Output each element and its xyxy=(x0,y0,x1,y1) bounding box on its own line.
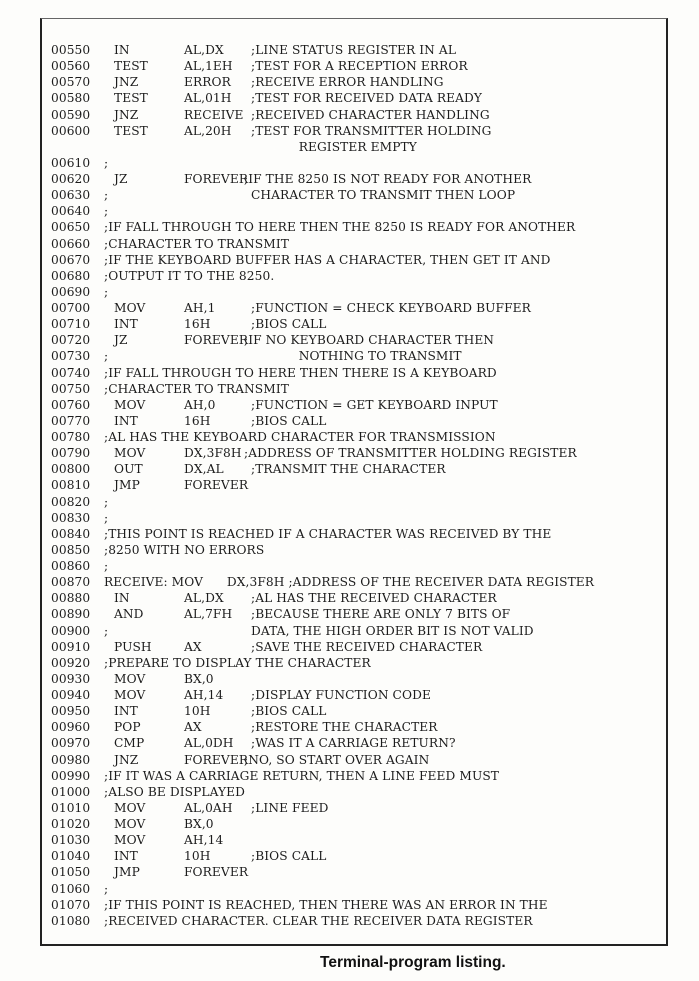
opcode: INT xyxy=(114,849,138,864)
code-line xyxy=(51,300,641,316)
line-number: 00610 xyxy=(51,155,91,170)
line-number: 00920 xyxy=(51,655,91,670)
comment: ;FUNCTION = CHECK KEYBOARD BUFFER xyxy=(251,301,531,315)
line-number: 00870 xyxy=(51,575,91,590)
opcode: MOV xyxy=(114,800,146,815)
line-number: 00740 xyxy=(51,365,91,380)
comment: ;TEST FOR TRANSMITTER HOLDING xyxy=(251,123,492,138)
comment: ;LINE STATUS REGISTER IN AL xyxy=(251,43,457,57)
line-text: ;THIS POINT IS REACHED IF A CHARACTER WAS RECEIVED BY THE xyxy=(104,526,552,541)
operand: DX,3F8H xyxy=(184,446,242,461)
operand: AL,01H xyxy=(184,91,232,106)
line-text: ; xyxy=(104,284,109,299)
code-line xyxy=(51,719,641,735)
line-number: 01060 xyxy=(51,881,91,896)
operand: BX,0 xyxy=(184,817,214,831)
comment: ;BECAUSE THERE ARE ONLY 7 BITS OF xyxy=(251,607,511,622)
line-text: ; xyxy=(104,155,109,170)
line-text: ;ALSO BE DISPLAYED xyxy=(104,784,245,799)
code-line xyxy=(51,510,641,526)
line-text: ;CHARACTER TO TRANSMIT xyxy=(104,236,289,251)
line-number: 00680 xyxy=(51,268,91,283)
line-number: 00710 xyxy=(51,317,91,332)
operand: AH,0 xyxy=(184,397,216,412)
opcode: IN xyxy=(114,43,130,57)
opcode: TEST xyxy=(114,59,148,74)
line-text: ;IF THIS POINT IS REACHED, THEN THERE WAS AN ERROR IN THE xyxy=(104,897,548,912)
comment: ;BIOS CALL xyxy=(251,413,327,428)
code-line xyxy=(51,703,641,719)
code-line xyxy=(51,639,641,655)
line-number: 00640 xyxy=(51,204,91,219)
opcode: JNZ xyxy=(114,107,139,122)
line-text: ; xyxy=(104,188,109,203)
operand: AL,DX xyxy=(184,591,224,606)
line-text: ; xyxy=(104,510,109,525)
operand: FOREVER xyxy=(184,478,249,493)
line-text: ; xyxy=(104,559,109,573)
opcode: INT xyxy=(114,317,138,332)
operand: AL,20H xyxy=(184,123,232,138)
operand: FOREVER xyxy=(184,172,249,186)
code-line xyxy=(51,623,641,639)
comment: DATA, THE HIGH ORDER BIT IS NOT VALID xyxy=(251,623,534,638)
comment: ;LINE FEED xyxy=(251,800,329,815)
operand: RECEIVE xyxy=(184,107,244,122)
operand: AX xyxy=(184,639,202,654)
code-line xyxy=(51,316,641,332)
code-line xyxy=(51,236,641,252)
code-line xyxy=(51,848,641,864)
operand: FOREVER xyxy=(184,865,249,880)
comment: ;RESTORE THE CHARACTER xyxy=(251,720,438,735)
comment: ;FUNCTION = GET KEYBOARD INPUT xyxy=(251,397,498,412)
opcode: MOV xyxy=(114,446,146,461)
line-number: 00690 xyxy=(51,284,91,299)
code-line xyxy=(51,897,641,913)
code-line xyxy=(51,381,641,397)
code-line xyxy=(51,219,641,235)
opcode: JMP xyxy=(114,865,140,880)
line-number: 01070 xyxy=(51,897,91,912)
code-listing xyxy=(51,42,641,929)
opcode: JZ xyxy=(114,172,128,186)
comment: ;BIOS CALL xyxy=(251,704,327,719)
code-line xyxy=(51,187,641,203)
line-number: 01030 xyxy=(51,833,91,848)
opcode: OUT xyxy=(114,462,143,477)
comment: ;BIOS CALL xyxy=(251,849,327,864)
line-number: 00770 xyxy=(51,413,91,428)
operand: AH,14 xyxy=(184,688,224,702)
operand: FOREVER xyxy=(184,333,249,348)
code-line xyxy=(51,800,641,816)
code-line xyxy=(51,913,641,929)
comment: ;BIOS CALL xyxy=(251,317,327,332)
code-line xyxy=(51,171,641,187)
comment: ;RECEIVED CHARACTER HANDLING xyxy=(251,107,490,122)
line-text: ; xyxy=(104,349,109,364)
code-line xyxy=(51,268,641,284)
code-line xyxy=(51,413,641,429)
line-text: RECEIVE: MOV DX,3F8H ;ADDRESS OF THE RECEIVER DATA REGISTER xyxy=(104,575,595,590)
opcode: POP xyxy=(114,720,141,735)
line-number: 00700 xyxy=(51,301,91,315)
line-number: 01040 xyxy=(51,849,91,864)
line-number: 00940 xyxy=(51,688,91,702)
line-number: 00880 xyxy=(51,591,91,606)
line-text: ; xyxy=(104,204,109,219)
line-text: ; xyxy=(104,881,109,896)
opcode: JNZ xyxy=(114,75,139,90)
line-text: ;IF FALL THROUGH TO HERE THEN THERE IS A KEYBOARD xyxy=(104,365,497,380)
line-number: 00990 xyxy=(51,768,91,783)
line-number: 00800 xyxy=(51,462,91,477)
line-number: 00720 xyxy=(51,333,91,348)
opcode: MOV xyxy=(114,397,146,412)
comment: ;IF NO KEYBOARD CHARACTER THEN xyxy=(244,333,495,348)
line-number: 01010 xyxy=(51,800,91,815)
opcode: MOV xyxy=(114,688,146,702)
line-text: ; xyxy=(104,623,109,638)
code-line xyxy=(51,123,641,139)
line-text: ;IF IT WAS A CARRIAGE RETURN, THEN A LINE FEED MUST xyxy=(104,768,500,783)
line-number: 01080 xyxy=(51,913,91,928)
line-number: 00850 xyxy=(51,542,91,557)
opcode: AND xyxy=(114,607,144,622)
line-number: 00790 xyxy=(51,446,91,461)
comment: ;TRANSMIT THE CHARACTER xyxy=(251,462,446,477)
line-number: 00890 xyxy=(51,607,91,622)
code-line xyxy=(51,155,641,171)
line-number: 00910 xyxy=(51,639,91,654)
line-text: ;8250 WITH NO ERRORS xyxy=(104,542,265,557)
comment: NOTHING TO TRANSMIT xyxy=(251,349,462,364)
opcode: CMP xyxy=(114,736,145,751)
comment: REGISTER EMPTY xyxy=(251,139,417,154)
code-line xyxy=(51,348,641,364)
line-number: 00550 xyxy=(51,43,91,57)
line-text: ;RECEIVED CHARACTER. CLEAR THE RECEIVER DATA REGISTER xyxy=(104,913,533,928)
line-number: 00670 xyxy=(51,252,91,267)
code-line xyxy=(51,687,641,703)
opcode: JMP xyxy=(114,478,140,493)
opcode: INT xyxy=(114,704,138,719)
code-line xyxy=(51,42,641,58)
line-number: 00600 xyxy=(51,123,91,138)
code-line xyxy=(51,784,641,800)
line-number: 00840 xyxy=(51,526,91,541)
code-line xyxy=(51,494,641,510)
code-line xyxy=(51,203,641,219)
code-line xyxy=(51,542,641,558)
comment: ;AL HAS THE RECEIVED CHARACTER xyxy=(251,591,497,606)
code-line xyxy=(51,429,641,445)
line-number: 00660 xyxy=(51,236,91,251)
line-number: 00620 xyxy=(51,172,91,186)
line-number: 00980 xyxy=(51,752,91,767)
opcode: IN xyxy=(114,591,130,606)
code-line xyxy=(51,655,641,671)
line-text: ;PREPARE TO DISPLAY THE CHARACTER xyxy=(104,655,371,670)
line-number: 01000 xyxy=(51,784,91,799)
line-number: 00830 xyxy=(51,510,91,525)
code-line xyxy=(51,284,641,300)
code-line xyxy=(51,397,641,413)
code-line xyxy=(51,735,641,751)
code-line xyxy=(51,90,641,106)
line-number: 00970 xyxy=(51,736,91,751)
opcode: MOV xyxy=(114,671,146,686)
comment: ;SAVE THE RECEIVED CHARACTER xyxy=(251,639,483,654)
operand: DX,AL xyxy=(184,462,224,477)
operand: BX,0 xyxy=(184,671,214,686)
opcode: MOV xyxy=(114,817,146,831)
comment: ;IF THE 8250 IS NOT READY FOR ANOTHER xyxy=(244,172,532,186)
code-line xyxy=(51,332,641,348)
operand: AH,1 xyxy=(184,301,216,315)
opcode: PUSH xyxy=(114,639,152,654)
line-text: ;OUTPUT IT TO THE 8250. xyxy=(104,268,275,283)
line-text: ;AL HAS THE KEYBOARD CHARACTER FOR TRANSMISSION xyxy=(104,430,496,444)
line-number: 00560 xyxy=(51,59,91,74)
line-number: 00810 xyxy=(51,478,91,493)
line-text: ;CHARACTER TO TRANSMIT xyxy=(104,381,289,396)
line-number: 00730 xyxy=(51,349,91,364)
comment: ;WAS IT A CARRIAGE RETURN? xyxy=(251,736,456,751)
comment: ;TEST FOR A RECEPTION ERROR xyxy=(251,59,468,74)
line-number: 00780 xyxy=(51,430,91,444)
code-line xyxy=(51,881,641,897)
operand: FOREVER xyxy=(184,752,249,767)
opcode: MOV xyxy=(114,301,146,315)
code-line xyxy=(51,74,641,90)
code-line xyxy=(51,139,641,155)
operand: 10H xyxy=(184,849,211,864)
line-text: ;IF FALL THROUGH TO HERE THEN THE 8250 IS READY FOR ANOTHER xyxy=(104,220,576,235)
code-line xyxy=(51,365,641,381)
code-line xyxy=(51,590,641,606)
code-line xyxy=(51,252,641,268)
line-text: ;IF THE KEYBOARD BUFFER HAS A CHARACTER, THEN GET IT AND xyxy=(104,252,551,267)
line-number: 00750 xyxy=(51,381,91,396)
code-line xyxy=(51,107,641,123)
code-line xyxy=(51,768,641,784)
operand: AL,DX xyxy=(184,43,224,57)
line-number: 00760 xyxy=(51,397,91,412)
line-number: 00820 xyxy=(51,494,91,509)
line-number: 01020 xyxy=(51,817,91,831)
code-line xyxy=(51,832,641,848)
line-number: 00650 xyxy=(51,220,91,235)
code-line xyxy=(51,477,641,493)
line-number: 00900 xyxy=(51,623,91,638)
line-number: 00630 xyxy=(51,188,91,203)
operand: 10H xyxy=(184,704,211,719)
comment: ;TEST FOR RECEIVED DATA READY xyxy=(251,91,483,106)
code-line xyxy=(51,752,641,768)
operand: AL,1EH xyxy=(184,59,233,74)
comment: ;NO, SO START OVER AGAIN xyxy=(244,752,430,767)
opcode: JZ xyxy=(114,333,128,348)
comment: ;RECEIVE ERROR HANDLING xyxy=(251,75,444,90)
operand: AL,0AH xyxy=(184,800,233,815)
operand: AH,14 xyxy=(184,833,224,848)
line-number: 00580 xyxy=(51,91,91,106)
code-line xyxy=(51,558,641,574)
line-number: 00570 xyxy=(51,75,91,90)
operand: AL,7FH xyxy=(184,607,233,622)
line-number: 00930 xyxy=(51,671,91,686)
comment: CHARACTER TO TRANSMIT THEN LOOP xyxy=(251,188,516,203)
code-line xyxy=(51,671,641,687)
code-line xyxy=(51,461,641,477)
opcode: JNZ xyxy=(114,752,139,767)
code-line xyxy=(51,58,641,74)
operand: ERROR xyxy=(184,75,231,90)
opcode: TEST xyxy=(114,123,148,138)
operand: 16H xyxy=(184,317,211,332)
comment: ;ADDRESS OF TRANSMITTER HOLDING REGISTER xyxy=(244,446,577,461)
figure-caption: Terminal-program listing. xyxy=(320,954,506,971)
code-line xyxy=(51,816,641,832)
line-number: 01050 xyxy=(51,865,91,880)
code-line xyxy=(51,606,641,622)
line-number: 00860 xyxy=(51,559,91,573)
line-number: 00960 xyxy=(51,720,91,735)
opcode: INT xyxy=(114,413,138,428)
code-line xyxy=(51,526,641,542)
operand: AL,0DH xyxy=(184,736,234,751)
code-line xyxy=(51,574,641,590)
comment: ;DISPLAY FUNCTION CODE xyxy=(251,688,431,702)
line-text: ; xyxy=(104,494,109,509)
operand: AX xyxy=(184,720,202,735)
operand: 16H xyxy=(184,413,211,428)
opcode: TEST xyxy=(114,91,148,106)
code-line xyxy=(51,445,641,461)
opcode: MOV xyxy=(114,833,146,848)
code-line xyxy=(51,864,641,880)
line-number: 00950 xyxy=(51,704,91,719)
line-number: 00590 xyxy=(51,107,91,122)
